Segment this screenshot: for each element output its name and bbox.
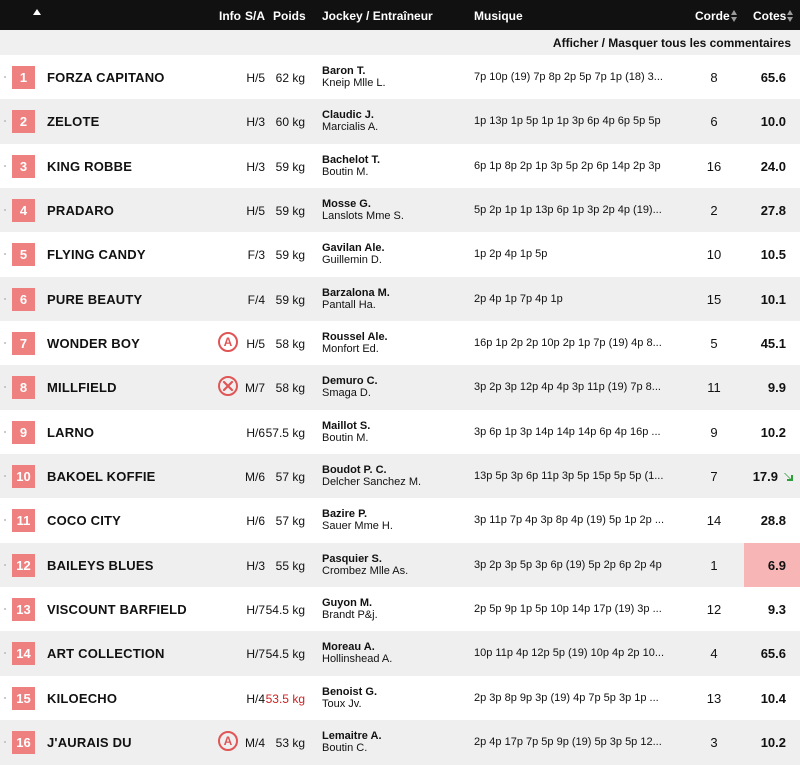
- odds-cell: [744, 55, 800, 99]
- header-musique: Musique: [474, 9, 523, 23]
- draw-number: 1: [710, 557, 718, 573]
- runner-number: 7: [12, 332, 35, 355]
- weight: 60 kg: [275, 115, 305, 130]
- odds-value: 45.1: [760, 336, 786, 352]
- odds-value: 27.8: [760, 203, 786, 219]
- toggle-comments-link[interactable]: Afficher / Masquer tous les commentaires: [552, 36, 791, 50]
- info-a-badge-icon: A: [218, 731, 238, 751]
- trend-down-arrow-icon: [783, 471, 794, 482]
- weight: 54.5 kg: [265, 647, 305, 662]
- draw-number: 10: [706, 247, 722, 263]
- trainer-name[interactable]: Sauer Mme H.: [322, 520, 393, 533]
- trainer-name[interactable]: Boutin M.: [322, 431, 369, 444]
- odds-value: 17.9: [752, 469, 778, 485]
- trainer-name[interactable]: Brandt P&j.: [322, 609, 378, 622]
- form-record: 10p 11p 4p 12p 5p (19) 10p 4p 2p 10...: [474, 647, 665, 660]
- jockey-name[interactable]: Bachelot T.: [322, 153, 381, 166]
- form-record: 1p 13p 1p 5p 1p 1p 3p 6p 4p 6p 5p 5p: [474, 115, 661, 128]
- draw-number: 8: [710, 70, 718, 85]
- horse-name[interactable]: WONDER BOY: [47, 336, 140, 352]
- form-record: 7p 10p (19) 7p 8p 2p 5p 7p 1p (18) 3...: [474, 71, 663, 83]
- draw-number: 14: [706, 513, 722, 529]
- info-x-badge-icon: [218, 376, 238, 396]
- horse-name[interactable]: COCO CITY: [47, 513, 122, 529]
- sex-age: M/7: [244, 381, 265, 396]
- table-row[interactable]: [0, 498, 800, 542]
- jockey-name[interactable]: Boudot P. C.: [322, 464, 387, 477]
- sex-age: M/6: [244, 470, 265, 485]
- jockey-name[interactable]: Gavilan Ale.: [322, 242, 385, 255]
- odds-value: 24.0: [760, 158, 786, 174]
- form-record: 6p 1p 8p 2p 1p 3p 5p 2p 6p 14p 2p 3p: [474, 159, 661, 172]
- odds-cell: [744, 498, 800, 542]
- horse-name[interactable]: KING ROBBE: [47, 158, 133, 174]
- jockey-name[interactable]: Lemaitre A.: [322, 730, 382, 743]
- horse-name[interactable]: PRADARO: [47, 203, 115, 219]
- row-bullet: [4, 209, 6, 211]
- draw-number: 6: [710, 114, 718, 130]
- table-row[interactable]: [0, 587, 800, 631]
- table-row[interactable]: [0, 99, 800, 143]
- horse-name[interactable]: ZELOTE: [47, 114, 100, 130]
- row-bullet: [4, 76, 6, 78]
- weight: 58 kg: [275, 381, 305, 396]
- header-cotes-label: Cotes: [753, 9, 787, 23]
- odds-cell: [744, 232, 800, 276]
- table-row[interactable]: [0, 55, 800, 99]
- row-bullet: [4, 253, 6, 255]
- weight: 59 kg: [275, 204, 305, 219]
- odds-value: 65.6: [760, 646, 786, 662]
- weight: 55 kg: [275, 558, 305, 573]
- row-bullet: [4, 298, 6, 300]
- weight: 59 kg: [275, 159, 305, 174]
- cross-icon: [220, 378, 236, 394]
- horse-name[interactable]: BAKOEL KOFFIE: [47, 469, 156, 485]
- horse-name[interactable]: MILLFIELD: [47, 380, 117, 396]
- sex-age: H/7: [246, 647, 265, 662]
- form-record: 2p 4p 17p 7p 5p 9p (19) 5p 3p 5p 12...: [474, 736, 662, 749]
- odds-cell: [744, 454, 800, 498]
- row-bullet: [4, 386, 6, 388]
- odds-cell: [744, 144, 800, 188]
- sort-arrows-icon[interactable]: [731, 10, 738, 22]
- runner-number: 5: [12, 243, 35, 266]
- row-bullet: [4, 431, 6, 433]
- sex-age: M/4: [244, 736, 265, 751]
- form-record: 1p 2p 4p 1p 5p: [474, 248, 548, 261]
- header-corde-label: Corde: [695, 9, 730, 23]
- runner-number: 2: [12, 110, 35, 133]
- header-jockey: Jockey / Entraîneur: [322, 9, 433, 23]
- weight: 57.5 kg: [265, 425, 305, 440]
- odds-value: 9.9: [767, 380, 786, 396]
- odds-cell: [744, 188, 800, 232]
- row-bullet: [4, 741, 6, 743]
- trainer-name[interactable]: Guillemin D.: [322, 254, 382, 267]
- header-corde[interactable]: [695, 9, 738, 23]
- odds-cell: [744, 365, 800, 409]
- table-row[interactable]: [0, 543, 800, 587]
- table-row[interactable]: [0, 188, 800, 232]
- table-row[interactable]: [0, 321, 800, 365]
- jockey-name[interactable]: Benoist G.: [322, 685, 378, 698]
- jockey-name[interactable]: Mosse G.: [322, 198, 371, 211]
- horse-name[interactable]: VISCOUNT BARFIELD: [47, 602, 187, 618]
- horse-name[interactable]: J'AURAIS DU: [47, 735, 132, 751]
- odds-cell: [744, 720, 800, 764]
- trainer-name[interactable]: Hollinshead A.: [322, 653, 393, 666]
- sex-age: H/7: [246, 603, 265, 618]
- horse-name[interactable]: BAILEYS BLUES: [47, 557, 154, 573]
- trainer-name[interactable]: Lanslots Mme S.: [322, 210, 404, 223]
- weight: 58 kg: [275, 337, 305, 352]
- jockey-name[interactable]: Guyon M.: [322, 597, 373, 610]
- runner-number: 3: [12, 155, 35, 178]
- runner-number: 13: [12, 598, 35, 621]
- form-record: 5p 2p 1p 1p 13p 6p 1p 3p 2p 4p (19)...: [474, 204, 662, 217]
- jockey-name[interactable]: Claudic J.: [322, 109, 374, 122]
- row-bullet: [4, 342, 6, 344]
- runner-number: 9: [12, 421, 35, 444]
- sex-age: H/5: [246, 71, 265, 85]
- row-bullet: [4, 475, 6, 477]
- sex-age: H/5: [246, 204, 265, 219]
- draw-number: 12: [706, 602, 722, 618]
- header-sa: S/A: [245, 9, 266, 23]
- table-row[interactable]: [0, 454, 800, 498]
- form-record: 13p 5p 3p 6p 11p 3p 5p 15p 5p 5p (1...: [474, 470, 664, 483]
- sort-arrows-icon[interactable]: [787, 10, 794, 22]
- form-record: 3p 2p 3p 5p 3p 6p (19) 5p 2p 6p 2p 4p: [474, 558, 662, 571]
- sex-age: H/3: [246, 558, 265, 573]
- sex-age: H/4: [246, 691, 265, 706]
- jockey-name[interactable]: Moreau A.: [322, 641, 375, 654]
- draw-number: 15: [706, 291, 722, 307]
- sex-age: H/6: [246, 514, 265, 529]
- table-row[interactable]: [0, 277, 800, 321]
- table-row[interactable]: [0, 720, 800, 764]
- odds-cell: [744, 587, 800, 631]
- jockey-name[interactable]: Roussel Ale.: [322, 331, 388, 344]
- draw-number: 3: [710, 735, 718, 751]
- trainer-name[interactable]: Monfort Ed.: [322, 343, 379, 356]
- horse-name[interactable]: ART COLLECTION: [47, 646, 165, 662]
- jockey-name[interactable]: Pasquier S.: [322, 552, 382, 565]
- weight: 54.5 kg: [265, 603, 305, 618]
- header-cotes[interactable]: [753, 9, 794, 23]
- draw-number: 9: [710, 424, 718, 440]
- header-info: Info: [219, 9, 241, 23]
- trainer-name[interactable]: Toux Jv.: [322, 697, 362, 710]
- odds-value: 6.9: [767, 557, 786, 573]
- weight: 53 kg: [275, 736, 305, 751]
- sort-up-icon[interactable]: [33, 9, 41, 15]
- runner-number: 11: [12, 509, 35, 532]
- odds-cell: [744, 321, 800, 365]
- form-record: 2p 4p 1p 7p 4p 1p: [474, 292, 563, 305]
- draw-number: 7: [710, 469, 718, 485]
- row-bullet: [4, 564, 6, 566]
- sex-age: F/4: [247, 292, 265, 307]
- jockey-name[interactable]: Demuro C.: [322, 375, 378, 388]
- form-record: 2p 5p 9p 1p 5p 10p 14p 17p (19) 3p ...: [474, 603, 662, 616]
- runners-table: [0, 55, 800, 765]
- row-bullet: [4, 165, 6, 167]
- row-bullet: [4, 652, 6, 654]
- jockey-name[interactable]: Maillot S.: [322, 419, 371, 432]
- runner-number: 12: [12, 554, 35, 577]
- table-row[interactable]: [0, 144, 800, 188]
- table-row[interactable]: [0, 365, 800, 409]
- weight: 57 kg: [275, 514, 305, 529]
- form-record: 16p 1p 2p 2p 10p 2p 1p 7p (19) 4p 8...: [474, 337, 662, 350]
- weight: 59 kg: [275, 248, 305, 263]
- horse-name[interactable]: LARNO: [47, 424, 95, 440]
- row-bullet: [4, 697, 6, 699]
- draw-number: 11: [707, 380, 721, 396]
- runner-number: 14: [12, 642, 35, 665]
- header-poids: Poids: [273, 9, 306, 23]
- horse-name[interactable]: KILOECHO: [47, 690, 118, 706]
- odds-value: 10.2: [760, 424, 786, 440]
- odds-value: 10.5: [760, 247, 786, 263]
- horse-name[interactable]: PURE BEAUTY: [47, 291, 143, 307]
- sex-age: H/6: [246, 425, 265, 440]
- trainer-name[interactable]: Crombez Mlle As.: [322, 564, 409, 577]
- form-record: 2p 3p 8p 9p 3p (19) 4p 7p 5p 3p 1p ...: [474, 691, 659, 704]
- sex-age: H/5: [246, 337, 265, 352]
- table-row[interactable]: [0, 631, 800, 675]
- runner-number: 6: [12, 288, 35, 311]
- runner-number: 15: [12, 687, 35, 710]
- odds-cell: [744, 631, 800, 675]
- runner-number: 10: [12, 465, 35, 488]
- trainer-name[interactable]: Kneip Mlle L.: [322, 77, 386, 89]
- odds-value: 10.0: [760, 114, 786, 130]
- sex-age: F/3: [247, 248, 265, 263]
- odds-cell: [744, 277, 800, 321]
- jockey-name[interactable]: Baron T.: [322, 65, 366, 77]
- form-record: 3p 2p 3p 12p 4p 4p 3p 11p (19) 7p 8...: [474, 381, 661, 394]
- odds-cell: [744, 410, 800, 454]
- trainer-name[interactable]: Boutin M.: [322, 165, 369, 178]
- weight: 53.5 kg: [265, 691, 305, 706]
- table-row[interactable]: [0, 232, 800, 276]
- draw-number: 13: [706, 690, 722, 706]
- trainer-name[interactable]: Boutin C.: [322, 742, 368, 755]
- horse-name[interactable]: FORZA CAPITANO: [47, 70, 165, 85]
- form-record: 3p 11p 7p 4p 3p 8p 4p (19) 5p 1p 2p ...: [474, 514, 665, 527]
- runner-number: 8: [12, 376, 35, 399]
- sex-age: H/3: [246, 115, 265, 130]
- runner-number: 4: [12, 199, 35, 222]
- trainer-name[interactable]: Marcialis A.: [322, 121, 379, 134]
- draw-number: 2: [710, 203, 718, 219]
- horse-name[interactable]: FLYING CANDY: [47, 247, 146, 263]
- draw-number: 5: [710, 336, 718, 352]
- odds-cell: [744, 676, 800, 720]
- trainer-name[interactable]: Pantall Ha.: [322, 298, 376, 311]
- form-record: 3p 6p 1p 3p 14p 14p 14p 6p 4p 16p ...: [474, 425, 661, 438]
- runner-number: 16: [12, 731, 35, 754]
- comments-toolbar: [0, 30, 800, 55]
- weight: 57 kg: [275, 470, 305, 485]
- draw-number: 4: [710, 646, 718, 662]
- jockey-name[interactable]: Barzalona M.: [322, 286, 390, 299]
- table-row[interactable]: [0, 410, 800, 454]
- odds-value: 10.4: [760, 690, 786, 706]
- odds-value: 10.1: [760, 291, 786, 307]
- odds-value: 65.6: [760, 70, 786, 85]
- sex-age: H/3: [246, 159, 265, 174]
- odds-value: 9.3: [767, 602, 786, 618]
- weight: 62 kg: [275, 71, 305, 85]
- row-bullet: [4, 519, 6, 521]
- trainer-name[interactable]: Delcher Sanchez M.: [322, 476, 422, 489]
- trainer-name[interactable]: Smaga D.: [322, 387, 371, 400]
- odds-cell: [744, 543, 800, 587]
- weight: 59 kg: [275, 292, 305, 307]
- row-bullet: [4, 120, 6, 122]
- row-bullet: [4, 608, 6, 610]
- odds-value: 10.2: [760, 735, 786, 751]
- jockey-name[interactable]: Bazire P.: [322, 508, 368, 521]
- draw-number: 16: [706, 158, 722, 174]
- table-header: [0, 0, 800, 30]
- odds-cell: [744, 99, 800, 143]
- info-a-badge-icon: A: [218, 332, 238, 352]
- odds-value: 28.8: [760, 513, 786, 529]
- table-row[interactable]: [0, 676, 800, 720]
- runner-number: 1: [12, 66, 35, 89]
